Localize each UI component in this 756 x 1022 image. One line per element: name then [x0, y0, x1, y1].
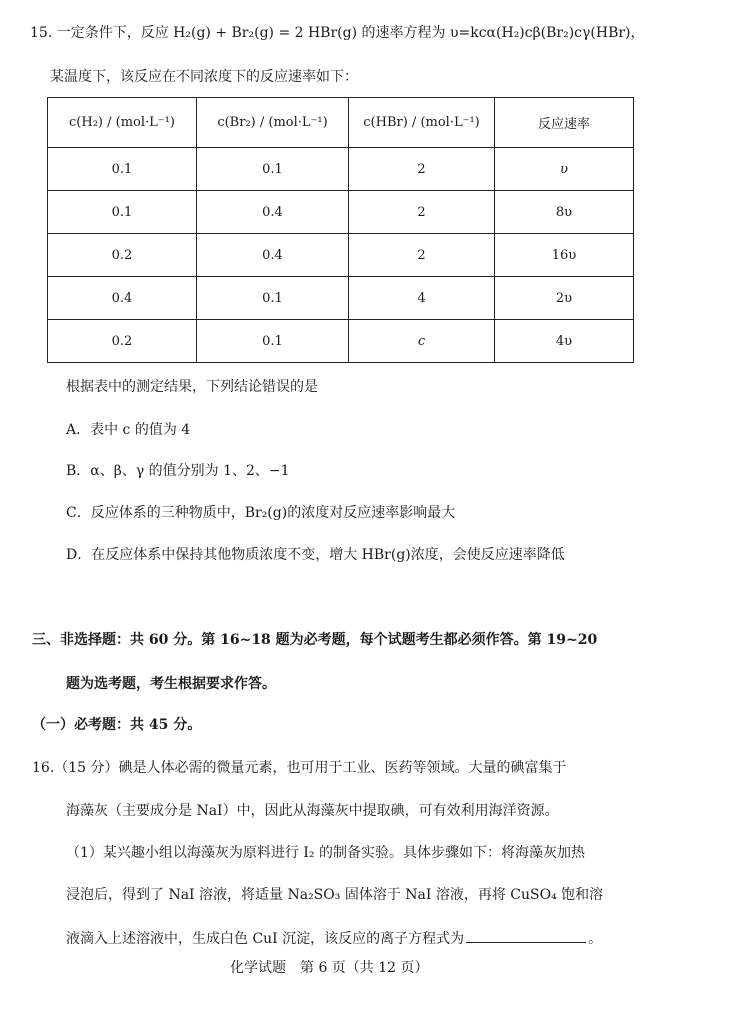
- table-row: [48, 148, 634, 191]
- cell-c-br2: 0.4: [197, 191, 349, 234]
- header-c-hbr: c(HBr) / (mol·L⁻¹): [349, 98, 495, 148]
- q15-stem-mid: 的速率方程为: [361, 25, 446, 41]
- cell-c-hbr: 4: [349, 277, 495, 320]
- page-footer: 化学试题 第 6 页（共 12 页）: [230, 960, 429, 976]
- cell-rate: 16υ: [495, 234, 634, 277]
- option-c: C．反应体系的三种物质中，Br₂(g)的浓度对反应速率影响最大: [66, 505, 456, 521]
- cell-c-h2: 0.2: [48, 234, 197, 277]
- cell-c-hbr: 2: [349, 234, 495, 277]
- q15-question: 根据表中的测定结果，下列结论错误的是: [66, 379, 318, 395]
- rate-table: [47, 97, 634, 363]
- cell-rate: 2υ: [495, 277, 634, 320]
- cell-rate: υ: [495, 148, 634, 191]
- q15-reaction: H₂(g) + Br₂(g) = 2 HBr(g): [173, 25, 358, 41]
- cell-rate: 8υ: [495, 191, 634, 234]
- q15-stem-prefix: 一定条件下，反应: [56, 25, 169, 41]
- table-row: [48, 277, 634, 320]
- option-b: B．α、β、γ 的值分别为 1、2、−1: [66, 463, 290, 479]
- q15-number: 15.: [30, 25, 53, 41]
- q16-line5-text: 液滴入上述溶液中，生成白色 CuI 沉淀，该反应的离子方程式为: [66, 931, 465, 947]
- table-header-row: [48, 98, 634, 148]
- section3-heading-line2: 题为选考题，考生根据要求作答。: [66, 676, 276, 692]
- option-a: A．表中 c 的值为 4: [66, 422, 191, 438]
- q16-line5: [66, 928, 602, 948]
- table-row: [48, 191, 634, 234]
- q15-rate-equation: υ=kcα(H₂)cβ(Br₂)cγ(HBr)，: [449, 25, 645, 41]
- cell-c-br2: 0.1: [197, 320, 349, 363]
- q15-line2: 某温度下，该反应在不同浓度下的反应速率如下：: [50, 69, 358, 85]
- q16-line4: 浸泡后，得到了 NaI 溶液，将适量 Na₂SO₃ 固体溶于 NaI 溶液，再将 CuSO₄ 饱和溶: [66, 887, 604, 903]
- cell-c-h2: 0.1: [48, 191, 197, 234]
- q16-line5-end: 。: [588, 931, 603, 947]
- q16-line2: 海藻灰（主要成分是 NaI）中，因此从海藻灰中提取碘，可有效利用海洋资源。: [66, 803, 559, 819]
- option-d: D．在反应体系中保持其他物质浓度不变，增大 HBr(g)浓度，会使反应速率降低: [66, 547, 565, 563]
- cell-c-br2: 0.1: [197, 277, 349, 320]
- q16-line3: （1）某兴趣小组以海藻灰为原料进行 I₂ 的制备实验。具体步骤如下：将海藻灰加热: [66, 845, 585, 861]
- table-row: [48, 234, 634, 277]
- cell-c-hbr: 2: [349, 191, 495, 234]
- table-row: [48, 320, 634, 363]
- cell-c-h2: 0.1: [48, 148, 197, 191]
- cell-c-br2: 0.4: [197, 234, 349, 277]
- section3-heading-line1: 三、非选择题：共 60 分。第 16~18 题为必考题，每个试题考生都必须作答。第 19~20: [32, 632, 598, 648]
- cell-c-h2: 0.2: [48, 320, 197, 363]
- header-c-h2: c(H₂) / (mol·L⁻¹): [48, 98, 197, 148]
- header-rate: 反应速率: [495, 98, 634, 148]
- q15-stem: [30, 22, 645, 42]
- cell-rate: 4υ: [495, 320, 634, 363]
- section3-sub1: （一）必考题：共 45 分。: [32, 717, 202, 733]
- cell-c-h2: 0.4: [48, 277, 197, 320]
- cell-c-hbr: 2: [349, 148, 495, 191]
- cell-c-br2: 0.1: [197, 148, 349, 191]
- q16-line1: 16.（15 分）碘是人体必需的微量元素，也可用于工业、医药等领域。大量的碘富集于: [32, 760, 567, 776]
- cell-c-hbr: c: [349, 320, 495, 363]
- answer-blank[interactable]: [466, 942, 586, 943]
- header-c-br2: c(Br₂) / (mol·L⁻¹): [197, 98, 349, 148]
